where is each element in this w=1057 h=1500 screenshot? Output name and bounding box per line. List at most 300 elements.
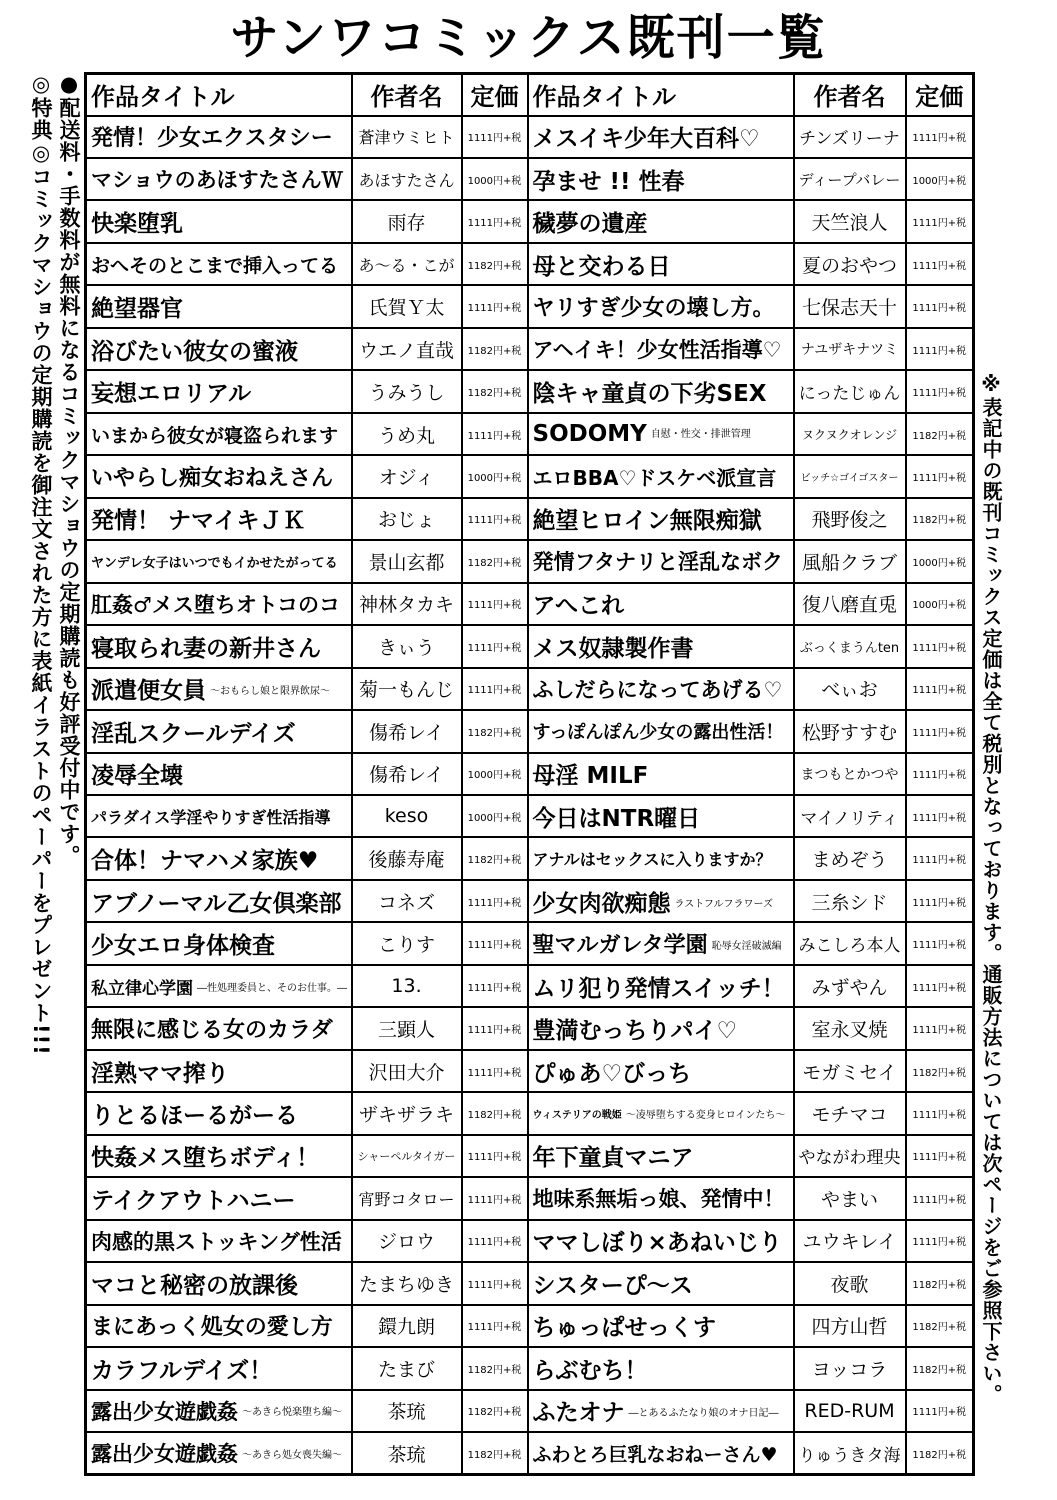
catalog-row xyxy=(86,1092,974,1134)
book-price: 1000円+税 xyxy=(462,158,528,200)
book-subtitle: 恥辱女淫破滅編 xyxy=(711,940,782,952)
book-price: 1182円+税 xyxy=(906,1050,974,1092)
book-price: 1111円+税 xyxy=(906,965,974,1007)
book-author: ザキザラキ xyxy=(352,1092,462,1134)
book-title-text: テイクアウトハニー xyxy=(91,1187,296,1214)
book-author: チンズリーナ xyxy=(794,116,906,158)
book-title xyxy=(528,1007,794,1049)
book-title xyxy=(86,837,352,879)
book-author: たまちゆき xyxy=(352,1262,462,1304)
book-author: 復八磨直兎 xyxy=(794,583,906,625)
catalog-row xyxy=(86,1050,974,1092)
book-title-text: ふわとろ巨乳なおねーさん♥ xyxy=(532,1443,778,1466)
book-subtitle: ～凌辱堕ちする変身ヒロインたち～ xyxy=(625,1109,786,1121)
book-author: 傷希レイ xyxy=(352,710,462,752)
book-title xyxy=(86,1390,352,1432)
book-author: ヌクヌクオレンジ xyxy=(794,413,906,455)
book-title xyxy=(528,285,794,327)
book-title xyxy=(528,880,794,922)
book-price: 1182円+税 xyxy=(906,1432,974,1474)
book-title-text: ヤンデレ女子はいつでもイかせたがってる xyxy=(91,555,338,571)
book-title-text: おへそのとこまで挿入ってる xyxy=(91,254,339,277)
catalog-row xyxy=(86,1347,974,1389)
book-title-text: 地味系無垢っ娘、発情中！ xyxy=(532,1187,785,1212)
book-author: うみうし xyxy=(352,370,462,412)
subscription-note: ●配送料・手数料が無料になるコミックマショウの定期購読も好評受付中です。 xyxy=(57,72,81,867)
book-title xyxy=(86,668,352,710)
book-title xyxy=(528,1262,794,1304)
book-title xyxy=(528,1390,794,1432)
book-title xyxy=(86,540,352,582)
book-title-text: ふたオナ xyxy=(532,1400,625,1427)
book-title-text: 肛姦♂メス堕ちオトコのコ xyxy=(91,592,340,617)
book-subtitle: 自慰・性交・排泄管理 xyxy=(650,429,751,441)
catalog-row xyxy=(86,455,974,497)
book-price: 1111円+税 xyxy=(906,370,974,412)
book-author: モチマコ xyxy=(794,1092,906,1134)
book-title-text: SODOMY xyxy=(532,421,647,448)
book-title-text: マコと秘密の放課後 xyxy=(91,1272,298,1299)
book-subtitle: ～あきら悦楽堕ち編～ xyxy=(242,1407,342,1419)
book-title-text: りとるほーるがーる xyxy=(91,1103,298,1130)
book-title-text: 少女肉欲痴態 xyxy=(532,890,671,917)
book-price: 1111円+税 xyxy=(906,1220,974,1262)
catalog-row xyxy=(86,668,974,710)
book-title-text: いまから彼女が寝盗られます xyxy=(91,424,339,447)
book-price: 1000円+税 xyxy=(462,455,528,497)
catalog-row xyxy=(86,753,974,795)
catalog-row xyxy=(86,1177,974,1219)
book-title-text: すっぽんぽん少女の露出性活！ xyxy=(532,722,784,744)
book-title xyxy=(528,200,794,242)
book-title-text: 凌辱全壊 xyxy=(91,763,183,790)
book-author: ビッチ☆ゴイゴスター xyxy=(794,455,906,497)
book-title-text: まにあっく処女の愛し方 xyxy=(91,1315,333,1341)
book-price: 1111円+税 xyxy=(906,710,974,752)
book-title-text: 合体！ナマハメ家族♥ xyxy=(91,848,319,875)
bonus-note: ◎特典◎コミックマショウの定期購読を御注文された方に表紙イラストのペーパーをプレゼント!!! xyxy=(29,72,53,1056)
book-title-text: 少女エロ身体検査 xyxy=(91,933,275,960)
book-price: 1182円+税 xyxy=(462,243,528,285)
book-price: 1111円+税 xyxy=(462,1305,528,1347)
book-title-text: ムリ犯り発情スイッチ！ xyxy=(532,975,785,1002)
header-title-left: 作品タイトル xyxy=(86,74,352,116)
book-author: 飛野俊之 xyxy=(794,498,906,540)
book-author: モガミセイ xyxy=(794,1050,906,1092)
book-author: 13. xyxy=(352,965,462,1007)
book-author: 松野すすむ xyxy=(794,710,906,752)
book-author: ディープバレー xyxy=(794,158,906,200)
book-author: 室永叉焼 xyxy=(794,1007,906,1049)
book-title-text: 快姦メス堕ちボディ！ xyxy=(91,1145,320,1172)
book-price: 1182円+税 xyxy=(462,1092,528,1134)
book-title xyxy=(528,540,794,582)
book-title-text: 今日はNTR曜日 xyxy=(532,805,701,832)
book-author: 鐶九朗 xyxy=(352,1305,462,1347)
header-author-right: 作者名 xyxy=(794,74,906,116)
book-author: シャーペルタイガー xyxy=(352,1135,462,1177)
book-title xyxy=(528,1177,794,1219)
book-title-text: 無限に感じる女のカラダ xyxy=(91,1018,333,1044)
book-title xyxy=(86,965,352,1007)
book-price: 1111円+税 xyxy=(462,498,528,540)
catalog-row xyxy=(86,540,974,582)
book-author: RED-RUM xyxy=(794,1390,906,1432)
catalog-row xyxy=(86,922,974,964)
book-price: 1111円+税 xyxy=(462,413,528,455)
book-price: 1111円+税 xyxy=(462,1050,528,1092)
page-title: サンワコミックス既刊一覧 xyxy=(230,10,827,66)
book-title-text: 聖マルガレタ学園 xyxy=(532,933,708,959)
book-author: 宵野コタロー xyxy=(352,1177,462,1219)
book-price: 1111円+税 xyxy=(906,455,974,497)
book-price: 1182円+税 xyxy=(906,1305,974,1347)
catalog-row xyxy=(86,116,974,158)
book-author: 三顕人 xyxy=(352,1007,462,1049)
book-subtitle: ～あきら処女喪失編～ xyxy=(242,1449,342,1461)
catalog-row xyxy=(86,625,974,667)
book-author: 風船クラブ xyxy=(794,540,906,582)
book-price: 1182円+税 xyxy=(906,498,974,540)
book-price: 1182円+税 xyxy=(462,370,528,412)
book-author: 雨存 xyxy=(352,200,462,242)
book-price: 1182円+税 xyxy=(462,1347,528,1389)
book-title-text: 絶望器官 xyxy=(91,296,183,323)
book-author: ヨッコラ xyxy=(794,1347,906,1389)
book-title xyxy=(86,1135,352,1177)
book-title-text: アヘイキ！少女性活指導♡ xyxy=(532,338,782,363)
book-title xyxy=(86,1092,352,1134)
catalog-body xyxy=(86,116,974,1475)
book-price: 1111円+税 xyxy=(462,1135,528,1177)
book-title xyxy=(86,1050,352,1092)
catalog-row xyxy=(86,158,974,200)
book-title-text: ママしぼり×あねいじり xyxy=(532,1230,782,1257)
book-title xyxy=(86,1177,352,1219)
book-title xyxy=(86,922,352,964)
book-title-text: 発情！少女エクスタシー xyxy=(91,126,333,152)
book-price: 1111円+税 xyxy=(462,965,528,1007)
book-title xyxy=(86,370,352,412)
book-author: べぃお xyxy=(794,668,906,710)
catalog-row xyxy=(86,1262,974,1304)
book-title xyxy=(528,1305,794,1347)
book-price: 1111円+税 xyxy=(462,200,528,242)
book-title-text: 絶望ヒロイン無限痴獄 xyxy=(532,508,762,535)
book-title-text: 快楽堕乳 xyxy=(91,211,183,238)
book-price: 1111円+税 xyxy=(906,753,974,795)
book-title xyxy=(86,1007,352,1049)
book-title xyxy=(86,158,352,200)
book-title-text: いやらし痴女おねえさん xyxy=(91,465,334,491)
book-title-text: 陰キャ童貞の下劣SEX xyxy=(532,381,767,408)
catalog-row xyxy=(86,1220,974,1262)
book-title xyxy=(86,455,352,497)
book-price: 1111円+税 xyxy=(906,1007,974,1049)
book-price: 1111円+税 xyxy=(906,285,974,327)
book-price: 1182円+税 xyxy=(906,1262,974,1304)
book-author: おじょ xyxy=(352,498,462,540)
book-author: コネズ xyxy=(352,880,462,922)
book-title-text: 豊満むっちりパイ♡ xyxy=(532,1018,738,1045)
header-price-left: 定価 xyxy=(462,74,528,116)
book-title xyxy=(86,795,352,837)
book-author: みずやん xyxy=(794,965,906,1007)
book-price: 1111円+税 xyxy=(906,243,974,285)
book-title xyxy=(528,625,794,667)
book-title-text: 発情！ ナマイキＪＫ xyxy=(91,508,306,535)
book-title xyxy=(528,1135,794,1177)
book-price: 1182円+税 xyxy=(462,710,528,752)
book-price: 1000円+税 xyxy=(906,158,974,200)
book-title-text: 淫熟ママ搾り xyxy=(91,1060,229,1087)
book-title xyxy=(528,116,794,158)
book-price: 1182円+税 xyxy=(906,413,974,455)
book-author: みこしろ本人 xyxy=(794,922,906,964)
book-price: 1111円+税 xyxy=(906,1092,974,1134)
catalog-row xyxy=(86,200,974,242)
book-author: たまび xyxy=(352,1347,462,1389)
book-author: ジロウ xyxy=(352,1220,462,1262)
book-author: 景山玄都 xyxy=(352,540,462,582)
book-author: 天竺浪人 xyxy=(794,200,906,242)
book-price: 1000円+税 xyxy=(906,583,974,625)
price-note: ※表記中の既刊コミックス定価は全て税別となっております。通販方法については次ページをご参照下さい。 xyxy=(979,372,1003,1405)
book-price: 1111円+税 xyxy=(462,922,528,964)
book-title-text: 私立律心学園 xyxy=(91,978,193,999)
book-title xyxy=(86,1347,352,1389)
book-author: 夜歌 xyxy=(794,1262,906,1304)
book-author: まめぞう xyxy=(794,837,906,879)
book-title-text: 肉感的黒ストッキング性活 xyxy=(91,1229,342,1254)
book-author: マイノリティ xyxy=(794,795,906,837)
book-title-text: 穢夢の遺産 xyxy=(532,211,648,238)
book-title xyxy=(86,625,352,667)
book-title xyxy=(528,498,794,540)
book-title-text: アブノーマル乙女倶楽部 xyxy=(91,890,342,917)
book-author: にったじゅん xyxy=(794,370,906,412)
book-price: 1111円+税 xyxy=(906,837,974,879)
book-price: 1111円+税 xyxy=(906,200,974,242)
book-subtitle: ～おもらし娘と限界飲尿～ xyxy=(210,686,330,698)
book-price: 1111円+税 xyxy=(462,583,528,625)
book-author: keso xyxy=(352,795,462,837)
book-author: りゅうきタ海 xyxy=(794,1432,906,1474)
book-title-text: 淫乱スクールデイズ xyxy=(91,720,296,747)
book-author: あほすたさん xyxy=(352,158,462,200)
book-title xyxy=(528,795,794,837)
book-title-text: 母と交わる日 xyxy=(532,253,671,280)
book-title-text: らぶむち！ xyxy=(532,1357,648,1384)
book-title xyxy=(528,1347,794,1389)
book-price: 1111円+税 xyxy=(462,1262,528,1304)
book-title-text: ウィステリアの戦姫 xyxy=(532,1110,622,1122)
catalog-row xyxy=(86,583,974,625)
book-title xyxy=(86,243,352,285)
book-author: 七保志天十 xyxy=(794,285,906,327)
catalog-row xyxy=(86,710,974,752)
catalog-row xyxy=(86,243,974,285)
book-title-text: 寝取られ妻の新井さん xyxy=(91,635,321,662)
book-title-text: ちゅっぱせっくす xyxy=(532,1315,717,1342)
book-title xyxy=(528,455,794,497)
book-title xyxy=(86,710,352,752)
book-title-text: ぴゅあ♡びっち xyxy=(532,1060,692,1087)
book-title-text: 発情フタナリと淫乱なボク xyxy=(532,550,784,575)
catalog-row xyxy=(86,1390,974,1432)
book-price: 1000円+税 xyxy=(462,753,528,795)
catalog-row xyxy=(86,285,974,327)
book-title xyxy=(528,710,794,752)
book-price: 1111円+税 xyxy=(906,1135,974,1177)
book-title-text: 派遣便女員 xyxy=(91,678,206,705)
book-title-text: マショウのあほすたさんＷ xyxy=(91,168,343,193)
book-title xyxy=(528,1432,794,1474)
book-title-text: 露出少女遊戯姦 xyxy=(91,1399,238,1424)
book-author: 傷希レイ xyxy=(352,753,462,795)
book-author: 神林タカキ xyxy=(352,583,462,625)
book-price: 1111円+税 xyxy=(462,116,528,158)
book-price: 1111円+税 xyxy=(906,1177,974,1219)
book-author: 後藤寿庵 xyxy=(352,837,462,879)
book-author: オジィ xyxy=(352,455,462,497)
book-price: 1111円+税 xyxy=(462,1220,528,1262)
book-title xyxy=(86,328,352,370)
catalog-row xyxy=(86,965,974,1007)
book-subtitle: ―性処理委員と、そのお仕事。― xyxy=(197,983,347,995)
book-title xyxy=(86,413,352,455)
book-title xyxy=(86,753,352,795)
book-author: 茶琉 xyxy=(352,1390,462,1432)
book-title-text: 母淫 MILF xyxy=(532,763,649,790)
book-price: 1182円+税 xyxy=(462,1432,528,1474)
book-author: 沢田大介 xyxy=(352,1050,462,1092)
catalog-row xyxy=(86,328,974,370)
book-price: 1182円+税 xyxy=(462,837,528,879)
book-title xyxy=(86,1262,352,1304)
catalog-row xyxy=(86,1432,974,1474)
book-title xyxy=(528,583,794,625)
catalog-row xyxy=(86,498,974,540)
book-author: うめ丸 xyxy=(352,413,462,455)
catalog-table xyxy=(84,72,975,1476)
book-title-text: カラフルデイズ！ xyxy=(91,1357,273,1384)
book-author: やまい xyxy=(794,1177,906,1219)
book-title xyxy=(86,285,352,327)
book-price: 1111円+税 xyxy=(462,668,528,710)
book-author: まつもとかつや xyxy=(794,753,906,795)
catalog-row xyxy=(86,795,974,837)
book-title xyxy=(86,880,352,922)
book-title xyxy=(528,243,794,285)
header-author-left: 作者名 xyxy=(352,74,462,116)
book-price: 1182円+税 xyxy=(462,540,528,582)
catalog-row xyxy=(86,370,974,412)
book-title xyxy=(86,583,352,625)
catalog-row xyxy=(86,1007,974,1049)
book-title xyxy=(528,158,794,200)
catalog-row xyxy=(86,1305,974,1347)
book-title xyxy=(86,1305,352,1347)
book-author: 夏のおやつ xyxy=(794,243,906,285)
header-price-right: 定価 xyxy=(906,74,974,116)
book-title xyxy=(528,413,794,455)
book-author: こりす xyxy=(352,922,462,964)
catalog-row xyxy=(86,837,974,879)
header-title-right: 作品タイトル xyxy=(528,74,794,116)
book-title-text: 露出少女遊戯姦 xyxy=(91,1442,238,1467)
book-title xyxy=(528,753,794,795)
book-title xyxy=(528,1220,794,1262)
book-price: 1111円+税 xyxy=(906,116,974,158)
book-price: 1111円+税 xyxy=(462,1007,528,1049)
book-title xyxy=(528,668,794,710)
book-title xyxy=(528,922,794,964)
book-title xyxy=(86,200,352,242)
header-row xyxy=(86,74,974,116)
book-author: ユウキレイ xyxy=(794,1220,906,1262)
book-price: 1111円+税 xyxy=(462,625,528,667)
book-title xyxy=(86,116,352,158)
book-title-text: 浴びたい彼女の蜜液 xyxy=(91,338,298,365)
book-title-text: シスターぴ～ス xyxy=(532,1272,693,1299)
catalog-row xyxy=(86,880,974,922)
book-author: あ～る・こが xyxy=(352,243,462,285)
book-author: 茶琉 xyxy=(352,1432,462,1474)
book-author: 氏賀Ｙ太 xyxy=(352,285,462,327)
book-price: 1111円+税 xyxy=(906,795,974,837)
book-title-text: 妄想エロリアル xyxy=(91,381,252,408)
book-author: 蒼津ウミヒト xyxy=(352,116,462,158)
book-author: きぃう xyxy=(352,625,462,667)
book-author: 三糸シド xyxy=(794,880,906,922)
book-title xyxy=(86,498,352,540)
book-title xyxy=(528,328,794,370)
book-price: 1111円+税 xyxy=(906,1390,974,1432)
book-author: 菊一もんじ xyxy=(352,668,462,710)
book-title xyxy=(528,1092,794,1134)
book-subtitle: ―とあるふたなり娘のオナ日記― xyxy=(628,1408,779,1420)
book-title-text: ヤリすぎ少女の壊し方。 xyxy=(532,296,775,322)
book-title xyxy=(86,1432,352,1474)
book-price: 1111円+税 xyxy=(906,625,974,667)
book-title xyxy=(528,1050,794,1092)
book-title xyxy=(528,370,794,412)
book-price: 1000円+税 xyxy=(462,795,528,837)
book-price: 1182円+税 xyxy=(906,1347,974,1389)
book-price: 1111円+税 xyxy=(906,328,974,370)
book-price: 1111円+税 xyxy=(906,668,974,710)
book-title-text: パラダイス学淫やりすぎ性活指導 xyxy=(91,807,331,827)
catalog-row xyxy=(86,413,974,455)
book-price: 1182円+税 xyxy=(462,1390,528,1432)
book-price: 1000円+税 xyxy=(906,540,974,582)
book-author: 四方山哲 xyxy=(794,1305,906,1347)
book-price: 1111円+税 xyxy=(906,880,974,922)
book-price: 1182円+税 xyxy=(462,328,528,370)
book-title-text: 孕ませ !! 性春 xyxy=(532,168,685,195)
book-author: ウエノ直哉 xyxy=(352,328,462,370)
book-title-text: ふしだらになってあげる♡ xyxy=(532,677,783,702)
book-title-text: メスイキ少年大百科♡ xyxy=(532,126,760,153)
book-author: やながわ理央 xyxy=(794,1135,906,1177)
book-title-text: 年下童貞マニア xyxy=(532,1145,694,1172)
book-price: 1111円+税 xyxy=(462,1177,528,1219)
book-author: ぶっくまうんten xyxy=(794,625,906,667)
book-title xyxy=(86,1220,352,1262)
book-subtitle: ラストフルフラワーズ xyxy=(674,898,773,910)
book-title-text: エロBBA♡ドスケベ派宣言 xyxy=(532,465,777,490)
